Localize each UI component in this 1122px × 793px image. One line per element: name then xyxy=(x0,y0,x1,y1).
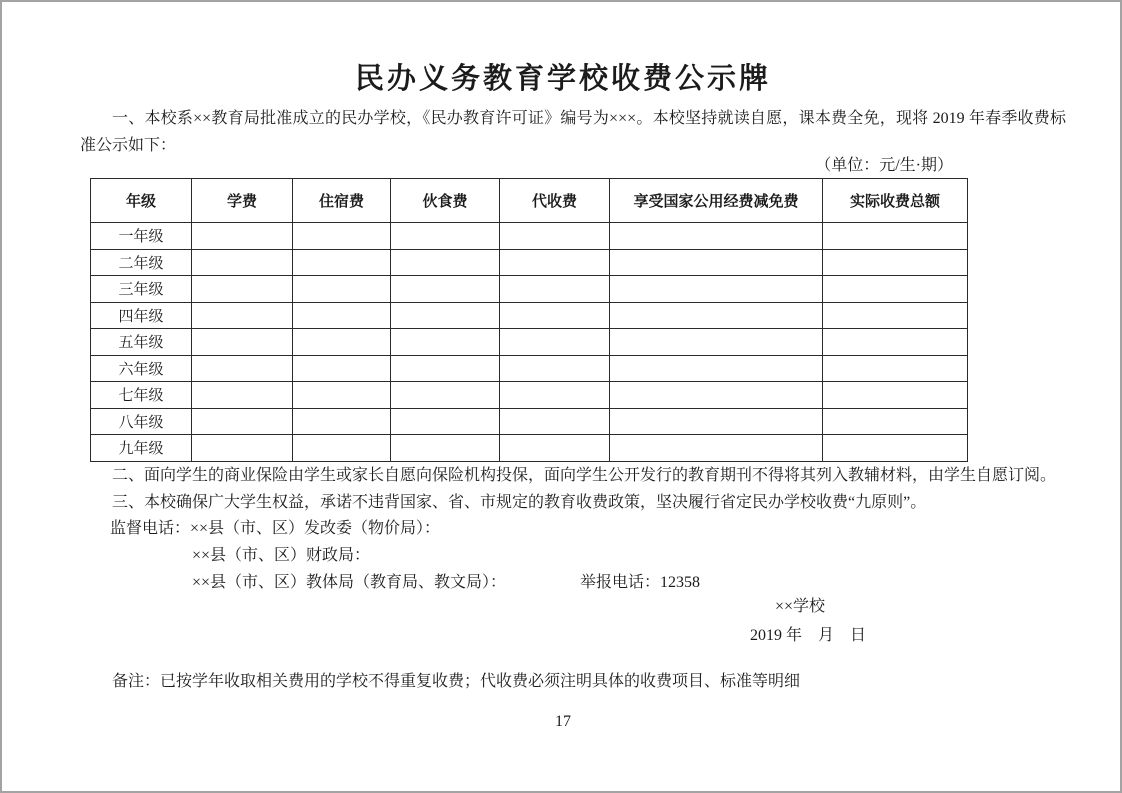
fee-cell xyxy=(610,302,823,329)
grade-cell: 九年级 xyxy=(91,435,192,462)
table-header-cell: 年级 xyxy=(91,179,192,223)
fee-cell xyxy=(192,223,293,250)
fee-cell xyxy=(823,435,968,462)
table-header-cell: 享受国家公用经费减免费 xyxy=(610,179,823,223)
fee-cell xyxy=(192,382,293,409)
fee-cell xyxy=(293,329,391,356)
fee-cell xyxy=(293,223,391,250)
supervision-phone-line-2: ××县（市、区）财政局： xyxy=(192,547,371,564)
fee-cell xyxy=(192,408,293,435)
fee-cell xyxy=(391,276,500,303)
fee-cell xyxy=(500,302,610,329)
signature-date: 2019 年 月 日 xyxy=(749,627,866,644)
fee-cell xyxy=(823,249,968,276)
table-header-cell: 代收费 xyxy=(500,179,610,223)
signature-school: ××学校 xyxy=(774,598,826,615)
fee-cell xyxy=(823,382,968,409)
fee-cell xyxy=(391,382,500,409)
fee-cell xyxy=(500,223,610,250)
fee-cell xyxy=(500,329,610,356)
paragraph-commitment: 三、本校确保广大学生权益，承诺不违背国家、省、市规定的教育收费政策，坚决履行省定民办学校收费“九原则”。 xyxy=(112,494,927,511)
table-header-cell: 学费 xyxy=(192,179,293,223)
fee-cell xyxy=(192,435,293,462)
fee-cell xyxy=(823,302,968,329)
fee-cell xyxy=(610,223,823,250)
fee-cell xyxy=(610,329,823,356)
unit-note: （单位：元/生·期） xyxy=(815,157,953,174)
fee-cell xyxy=(391,329,500,356)
fee-cell xyxy=(391,302,500,329)
grade-cell: 七年级 xyxy=(91,382,192,409)
fee-cell xyxy=(610,408,823,435)
fee-cell xyxy=(610,249,823,276)
table-header-cell: 实际收费总额 xyxy=(823,179,968,223)
fee-table xyxy=(90,178,968,462)
fee-cell xyxy=(823,408,968,435)
page-number: 17 xyxy=(555,713,571,730)
table-row xyxy=(91,408,968,435)
fee-cell xyxy=(293,302,391,329)
grade-cell: 四年级 xyxy=(91,302,192,329)
page-title: 民办义务教育学校收费公示牌 xyxy=(354,63,771,95)
fee-cell xyxy=(391,249,500,276)
supervision-phone-line-3: ××县（市、区）教体局（教育局、教文局）： xyxy=(192,574,507,591)
table-row xyxy=(91,329,968,356)
fee-cell xyxy=(610,435,823,462)
fee-cell xyxy=(823,355,968,382)
fee-cell xyxy=(293,355,391,382)
fee-cell xyxy=(823,276,968,303)
fee-cell xyxy=(500,408,610,435)
fee-cell xyxy=(192,329,293,356)
fee-table-body xyxy=(91,223,968,462)
fee-cell xyxy=(391,435,500,462)
grade-cell: 六年级 xyxy=(91,355,192,382)
fee-cell xyxy=(192,249,293,276)
fee-cell xyxy=(293,408,391,435)
fee-cell xyxy=(500,355,610,382)
fee-table-head xyxy=(91,179,968,223)
fee-cell xyxy=(293,382,391,409)
supervision-phone-line-1: 监督电话：××县（市、区）发改委（物价局）： xyxy=(110,520,441,537)
remark-note: 备注：已按学年收取相关费用的学校不得重复收费；代收费必须注明具体的收费项目、标准等明细 xyxy=(112,673,801,690)
fee-cell xyxy=(823,223,968,250)
fee-cell xyxy=(500,382,610,409)
fee-cell xyxy=(500,276,610,303)
fee-cell xyxy=(192,302,293,329)
grade-cell: 五年级 xyxy=(91,329,192,356)
table-row xyxy=(91,382,968,409)
fee-cell xyxy=(610,382,823,409)
table-row xyxy=(91,302,968,329)
fee-cell xyxy=(391,408,500,435)
table-row xyxy=(91,249,968,276)
grade-cell: 二年级 xyxy=(91,249,192,276)
table-header-cell: 伙食费 xyxy=(391,179,500,223)
table-row xyxy=(91,355,968,382)
fee-cell xyxy=(192,276,293,303)
table-row xyxy=(91,435,968,462)
table-row xyxy=(91,223,968,250)
fee-cell xyxy=(500,249,610,276)
table-header-cell: 住宿费 xyxy=(293,179,391,223)
paragraph-intro: 一、本校系××教育局批准成立的民办学校，《民办教育许可证》编号为×××。本校坚持就读自愿，课本费全免，现将 2019 年春季收费标准公示如下： xyxy=(80,110,1066,154)
fee-cell xyxy=(610,276,823,303)
fee-cell xyxy=(610,355,823,382)
fee-cell xyxy=(391,223,500,250)
fee-cell xyxy=(293,276,391,303)
fee-cell xyxy=(500,435,610,462)
header-row xyxy=(91,179,968,223)
paragraph-insurance: 二、面向学生的商业保险由学生或家长自愿向保险机构投保，面向学生公开发行的教育期刊不得将其列入教辅材料，由学生自愿订阅。 xyxy=(112,467,1057,484)
fee-cell xyxy=(293,249,391,276)
table-row xyxy=(91,276,968,303)
grade-cell: 八年级 xyxy=(91,408,192,435)
grade-cell: 一年级 xyxy=(91,223,192,250)
grade-cell: 三年级 xyxy=(91,276,192,303)
report-phone: 举报电话：12358 xyxy=(580,574,701,591)
fee-cell xyxy=(293,435,391,462)
fee-cell xyxy=(823,329,968,356)
fee-table-container xyxy=(90,178,967,462)
fee-cell xyxy=(391,355,500,382)
fee-cell xyxy=(192,355,293,382)
